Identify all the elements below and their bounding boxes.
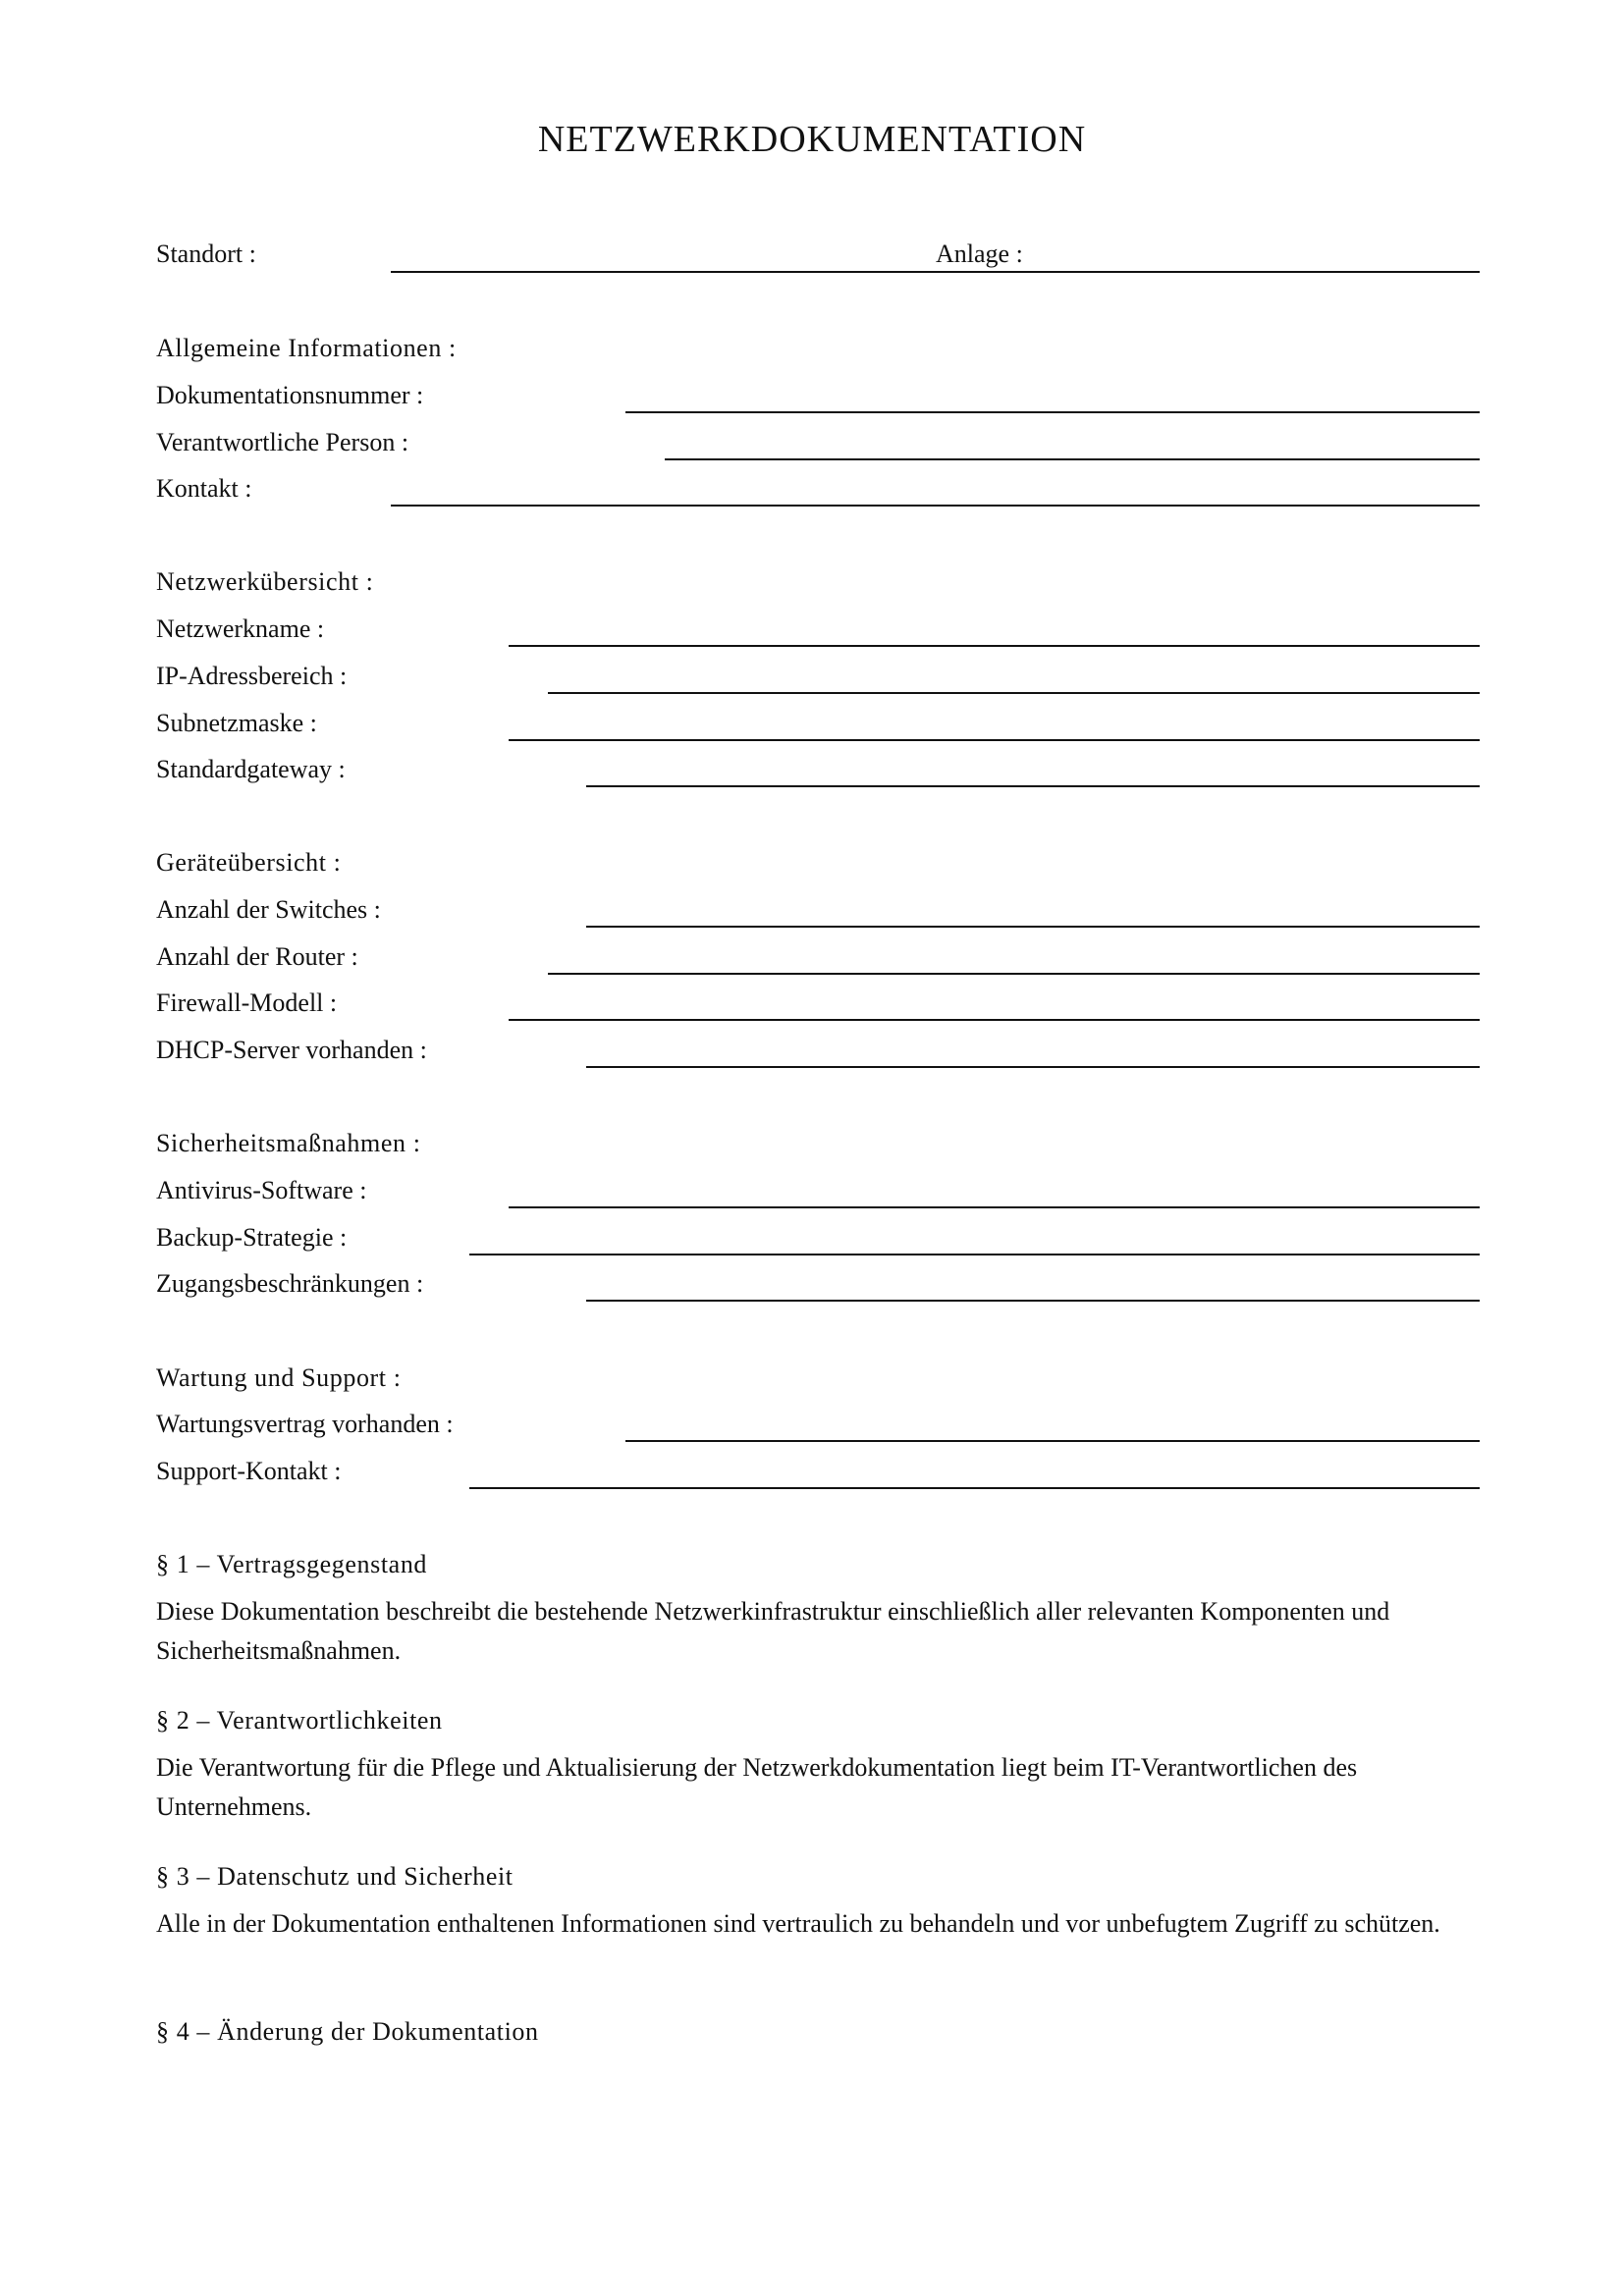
field-label-zugangsbeschraenkungen: Zugangsbeschränkungen :	[156, 1269, 424, 1298]
field-label-subnetzmaske: Subnetzmaske :	[156, 709, 317, 737]
anlage-label: Anlage :	[936, 240, 1023, 268]
field-label-anzahl-router: Anzahl der Router :	[156, 942, 358, 971]
field-line-standardgateway[interactable]	[586, 785, 1480, 787]
field-label-ip-adressbereich: IP-Adressbereich :	[156, 662, 348, 690]
section-heading-wartung: Wartung und Support :	[156, 1363, 402, 1392]
paragraph-text-3: Alle in der Dokumentation enthaltenen Informationen sind vertraulich zu behandeln und vor unbefugtem Zugriff zu schützen.	[156, 1909, 1440, 1938]
field-label-anzahl-switches: Anzahl der Switches :	[156, 895, 381, 924]
paragraph-text-1: Diese Dokumentation beschreibt die bestehende Netzwerkinfrastruktur einschließlich aller relevanten Komponenten und Sicherheitsmaßnahmen.	[156, 1597, 1390, 1665]
paragraph-heading-2: § 2 – Verantwortlichkeiten	[156, 1706, 443, 1735]
field-label-netzwerkname: Netzwerkname :	[156, 614, 325, 643]
field-line-firewall-modell[interactable]	[509, 1019, 1480, 1021]
field-label-kontakt: Kontakt :	[156, 474, 252, 503]
field-line-anzahl-switches[interactable]	[586, 926, 1480, 928]
field-line-verantwortliche-person[interactable]	[665, 458, 1480, 460]
field-line-backup-strategie[interactable]	[469, 1254, 1480, 1255]
standort-anlage-line[interactable]	[391, 271, 1480, 273]
field-label-antivirus: Antivirus-Software :	[156, 1176, 367, 1204]
document-title: NETZWERKDOKUMENTATION	[537, 119, 1087, 160]
paragraph-heading-3: § 3 – Datenschutz und Sicherheit	[156, 1862, 514, 1891]
field-label-firewall-modell: Firewall-Modell :	[156, 988, 338, 1017]
field-label-verantwortliche-person: Verantwortliche Person :	[156, 428, 409, 456]
field-label-backup-strategie: Backup-Strategie :	[156, 1223, 348, 1252]
paragraph-heading-1: § 1 – Vertragsgegenstand	[156, 1550, 428, 1578]
field-label-standardgateway: Standardgateway :	[156, 755, 346, 783]
paragraph-heading-4: § 4 – Änderung der Dokumentation	[156, 2017, 539, 2046]
field-line-wartungsvertrag[interactable]	[625, 1440, 1480, 1442]
section-heading-netzwerk: Netzwerkübersicht :	[156, 567, 374, 596]
field-label-wartungsvertrag: Wartungsvertrag vorhanden :	[156, 1410, 454, 1438]
field-line-netzwerkname[interactable]	[509, 645, 1480, 647]
field-line-dokumentationsnummer[interactable]	[625, 411, 1480, 413]
field-line-zugangsbeschraenkungen[interactable]	[586, 1300, 1480, 1302]
field-label-dhcp-server: DHCP-Server vorhanden :	[156, 1036, 427, 1064]
field-line-antivirus[interactable]	[509, 1206, 1480, 1208]
field-line-dhcp-server[interactable]	[586, 1066, 1480, 1068]
field-line-kontakt[interactable]	[391, 505, 1480, 507]
standort-label: Standort :	[156, 240, 256, 268]
field-line-ip-adressbereich[interactable]	[548, 692, 1480, 694]
field-label-support-kontakt: Support-Kontakt :	[156, 1457, 342, 1485]
section-heading-sicherheit: Sicherheitsmaßnahmen :	[156, 1129, 421, 1157]
field-line-anzahl-router[interactable]	[548, 973, 1480, 975]
field-line-subnetzmaske[interactable]	[509, 739, 1480, 741]
section-heading-geraete: Geräteübersicht :	[156, 848, 342, 877]
paragraph-text-2: Die Verantwortung für die Pflege und Aktualisierung der Netzwerkdokumentation liegt beim IT-Verantwortlichen des Unternehmens.	[156, 1753, 1358, 1821]
field-label-dokumentationsnummer: Dokumentationsnummer :	[156, 381, 424, 409]
section-heading-allgemein: Allgemeine Informationen :	[156, 334, 457, 362]
field-line-support-kontakt[interactable]	[469, 1487, 1480, 1489]
